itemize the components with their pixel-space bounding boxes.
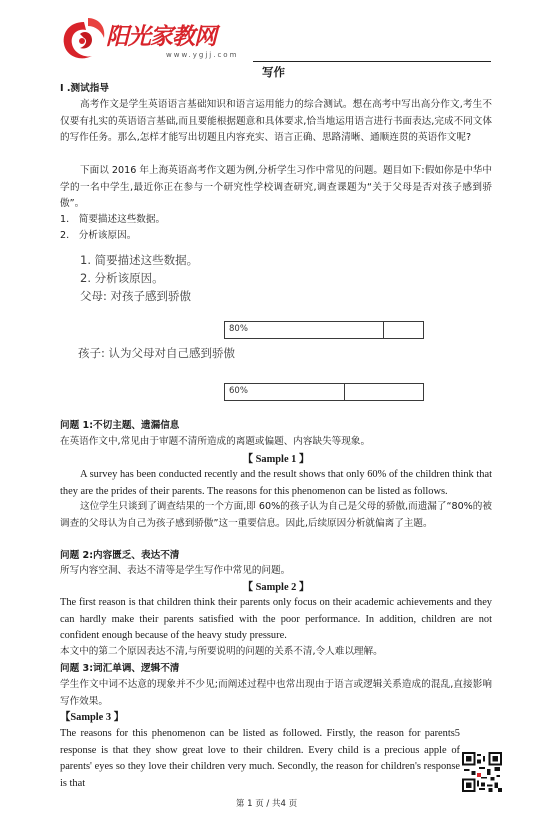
sample-3-text: The reasons for this phenomenon can be listed as followed. Firstly, the reason for parents5 response is that they show great love to their children. Every child is a precious apple of parents' eyes so they love their children very much. Secondly, the reason for children's response is that [60,728,460,789]
logo-swirl-icon [58,14,110,64]
sample-2-text: The first reason is that children think their parents only focus on their academic achievements and they can hardly make their parents satisfied with the poor performance. In addition, children are not confident enough because of the heavy study pressure. [60,597,492,642]
scan-label-parents: 父母: 对孩子感到骄傲 [80,289,192,303]
task-item-2: 2. 分析该原因。 [60,230,137,241]
bar-parents [224,321,424,339]
intro-paragraph: 高考作文是学生英语语言基础知识和语言运用能力的综合测试。想在高考中写出高分作文,考生不仅要有扎实的英语语言基础,而且要能根据题意和具体要求,恰当地运用语言进行书面表达,完成不同文体的写作任务。那么,怎样才能写出切题且内容充实、语言正确、思路清晰、通顺连贯的英语作文呢? [60,99,492,144]
problem-2-heading: 问题 2:内容匮乏、表达不清 [60,550,180,561]
sample-1-label: 【 Sample 1 】 [242,454,310,465]
problem-3-heading: 问题 3:词汇单调、逻辑不清 [60,663,180,674]
bar-children [224,383,424,401]
scan-line-2: 2. 分析该原因。 [80,271,164,285]
example-paragraph: 下面以 2016 年上海英语高考作文题为例,分析学生习作中常见的问题。题目如下:假如你是中华中学的一名中学生,最近你正在参与一个研究性学校调查研究,调查课题为“关于父母是否对孩子感到骄傲”。 [60,165,492,210]
problem-2-desc: 所写内容空洞、表达不清等是学生写作中常见的问题。 [60,565,291,576]
header-rule [253,61,491,62]
problem-1-heading: 问题 1:不切主题、遗漏信息 [60,420,180,431]
qr-code-icon [462,752,502,792]
task-item-1: 1. 简要描述这些数据。 [60,214,166,225]
bar-parents-label: 80% [229,324,248,334]
sample-3-label: 【Sample 3 】 [60,712,125,723]
logo-text: 阳光家教网 [106,24,216,50]
logo-url: www.ygjj.com [166,51,239,59]
page-footer: 第 1 页 / 共4 页 [235,799,298,809]
sample-2-label: 【 Sample 2 】 [242,582,310,593]
bar-children-label: 60% [229,386,248,396]
problem-1-desc: 在英语作文中,常见由于审题不清所造成的离题或偏题、内容缺失等现象。 [60,436,371,447]
scanned-figure [72,240,432,410]
page-title: 写作 [262,65,285,79]
sample-1-text: A survey has been conducted recently and the result shows that only 60% of the children think that they are the prides of their parents. The reasons for this phenomenon can be listed as follows. [60,469,492,497]
bar-parents-fill [225,322,384,338]
section-heading: I .测试指导 [60,83,109,94]
problem-3-desc: 学生作文中词不达意的现象并不少见;而阐述过程中也常出现由于语言或逻辑关系造成的混乱,直接影响写作效果。 [60,679,492,707]
sample-2-comment: 本文中的第二个原因表达不清,与所要说明的问题的关系不清,令人难以理解。 [60,646,383,657]
site-logo[interactable] [58,14,253,64]
sample-1-comment: 这位学生只谈到了调查结果的一个方面,即 60%的孩子认为自己是父母的骄傲,而遗漏了“80%的被调查的父母认为自己为孩子感到骄傲”这一重要信息。因此,后续原因分析就偏离了主题。 [60,501,492,529]
scan-label-children: 孩子: 认为父母对自己感到骄傲 [78,346,236,360]
scan-line-1: 1. 简要描述这些数据。 [80,253,199,267]
